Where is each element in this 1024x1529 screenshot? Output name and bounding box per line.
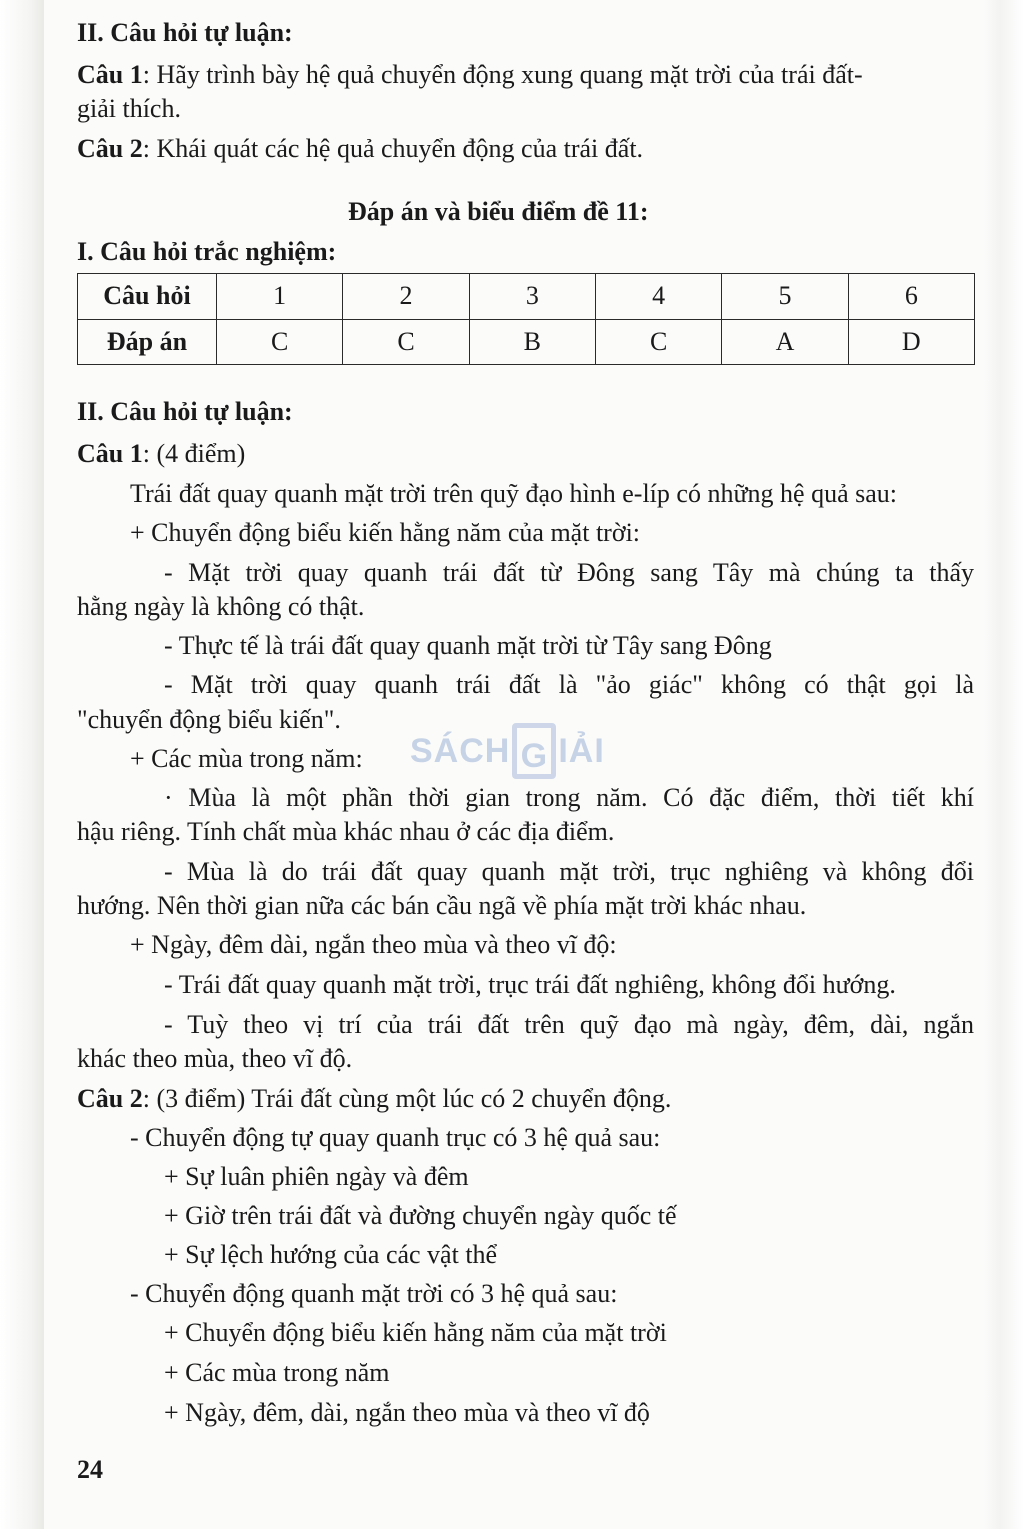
question-2 [77, 132, 643, 166]
answer-1-bullet-2-point-2: - Mùa là do trái đất quay quanh mặt trời, trục nghiêng và không đổi [164, 857, 974, 886]
answer-2-motion-1-item-2: + Giờ trên trái đất và đường chuyển ngày quốc tế [164, 1201, 677, 1230]
answer-1-bullet-2-point-1-cont: hậu riêng. Tính chất mùa khác nhau ở các địa điểm. [77, 817, 615, 846]
watermark-g-box: G [512, 723, 556, 779]
question-number-cell: 5 [722, 274, 848, 320]
answer-cell: D [848, 319, 974, 365]
question-2-text: : Khái quát các hệ quả chuyển động của trái đất. [142, 134, 644, 163]
question-number-cell: 4 [595, 274, 721, 320]
answer-2-motion-2-item-1: + Chuyển động biểu kiến hằng năm của mặt trời [164, 1318, 667, 1347]
answer-1-bullet-3-point-1: - Trái đất quay quanh mặt trời, trục trái đất nghiêng, không đổi hướng. [164, 970, 896, 999]
answer-1-bullet-1-point-1: - Mặt trời quay quanh trái đất từ Đông sang Tây mà chúng ta thấy [164, 558, 974, 587]
answer-table-row-questions [78, 274, 975, 320]
answer-cell: A [722, 319, 848, 365]
answer-1-bullet-3: + Ngày, đêm dài, ngắn theo mùa và theo vĩ độ: [130, 930, 617, 959]
answer-1-intro: Trái đất quay quanh mặt trời trên quỹ đạo hình e-líp có những hệ quả sau: [130, 479, 897, 508]
answer-1-bullet-1: + Chuyển động biểu kiến hằng năm của mặt trời: [130, 518, 641, 547]
answer-2-motion-1-item-1: + Sự luân phiên ngày và đêm [164, 1162, 469, 1191]
question-number-cell: 1 [217, 274, 343, 320]
answer-2-motion-1: - Chuyển động tự quay quanh trục có 3 hệ quả sau: [130, 1123, 661, 1152]
answer-1-bullet-1-point-2: - Thực tế là trái đất quay quanh mặt trời từ Tây sang Đông [164, 631, 772, 660]
answer-1-bullet-1-point-3-cont: "chuyển động biểu kiến". [77, 705, 341, 734]
answer-cell: C [217, 319, 343, 365]
answer-1-bullet-1-point-1-cont: hằng ngày là không có thật. [77, 592, 365, 621]
question-1 [77, 58, 863, 92]
answer-2-label: Câu 2 [77, 1084, 143, 1113]
section-heading-essay-answers: II. Câu hỏi tự luận: [77, 397, 293, 426]
page-right-shadow [984, 0, 1024, 1529]
answer-1-bullet-1-point-3: - Mặt trời quay quanh trái đất là "ảo giác" không có thật gọi là [164, 670, 974, 699]
section-heading-multiple-choice: I. Câu hỏi trắc nghiệm: [77, 237, 337, 266]
question-number-cell: 6 [848, 274, 974, 320]
page-number: 24 [77, 1455, 103, 1484]
answer-cell: B [469, 319, 595, 365]
answer-2-motion-1-item-3: + Sự lệch hướng của các vật thể [164, 1240, 498, 1269]
answer-table [77, 273, 975, 365]
answer-1-header [77, 437, 245, 471]
watermark-text-right: IẢI [558, 731, 605, 770]
watermark-logo [410, 716, 620, 786]
watermark-text-left: SÁCH [410, 731, 511, 770]
answer-2-motion-2-item-2: + Các mùa trong năm [164, 1358, 390, 1387]
question-number-cell: 2 [343, 274, 469, 320]
question-2-label: Câu 2 [77, 134, 143, 163]
answer-1-points: : (4 điểm) [142, 439, 246, 468]
answer-2-motion-2-item-3: + Ngày, đêm, dài, ngắn theo mùa và theo vĩ độ [164, 1398, 650, 1427]
page-left-shadow [0, 0, 44, 1529]
question-1-text: : Hãy trình bày hệ quả chuyển động xung quang mặt trời của trái đất- [142, 60, 863, 89]
answer-cell: C [343, 319, 469, 365]
question-number-cell: 3 [469, 274, 595, 320]
answer-2-header [77, 1082, 671, 1116]
answer-1-bullet-2: + Các mùa trong năm: [130, 744, 363, 773]
answer-key-title: Đáp án và biểu điểm đề 11: [348, 197, 649, 226]
answer-1-bullet-3-point-2: - Tuỳ theo vị trí của trái đất trên quỹ đạo mà ngày, đêm, dài, ngắn [164, 1010, 974, 1039]
table-row-header: Câu hỏi [78, 274, 217, 320]
question-1-continuation: giải thích. [77, 94, 181, 123]
question-1-label: Câu 1 [77, 60, 143, 89]
answer-1-label: Câu 1 [77, 439, 143, 468]
answer-1-bullet-2-point-2-cont: hướng. Nên thời gian nữa các bán cầu ngã về phía mặt trời khác nhau. [77, 891, 807, 920]
answer-1-bullet-3-point-2-cont: khác theo mùa, theo vĩ độ. [77, 1044, 353, 1073]
table-row-header: Đáp án [78, 319, 217, 365]
answer-2-motion-2: - Chuyển động quanh mặt trời có 3 hệ quả sau: [130, 1279, 618, 1308]
answer-1-bullet-2-point-1: · Mùa là một phần thời gian trong năm. Có đặc điểm, thời tiết khí [164, 783, 974, 812]
answer-2-text: : (3 điểm) Trái đất cùng một lúc có 2 chuyển động. [142, 1084, 672, 1113]
answer-cell: C [595, 319, 721, 365]
section-heading-essay: II. Câu hỏi tự luận: [77, 18, 293, 47]
answer-table-row-answers [78, 319, 975, 365]
